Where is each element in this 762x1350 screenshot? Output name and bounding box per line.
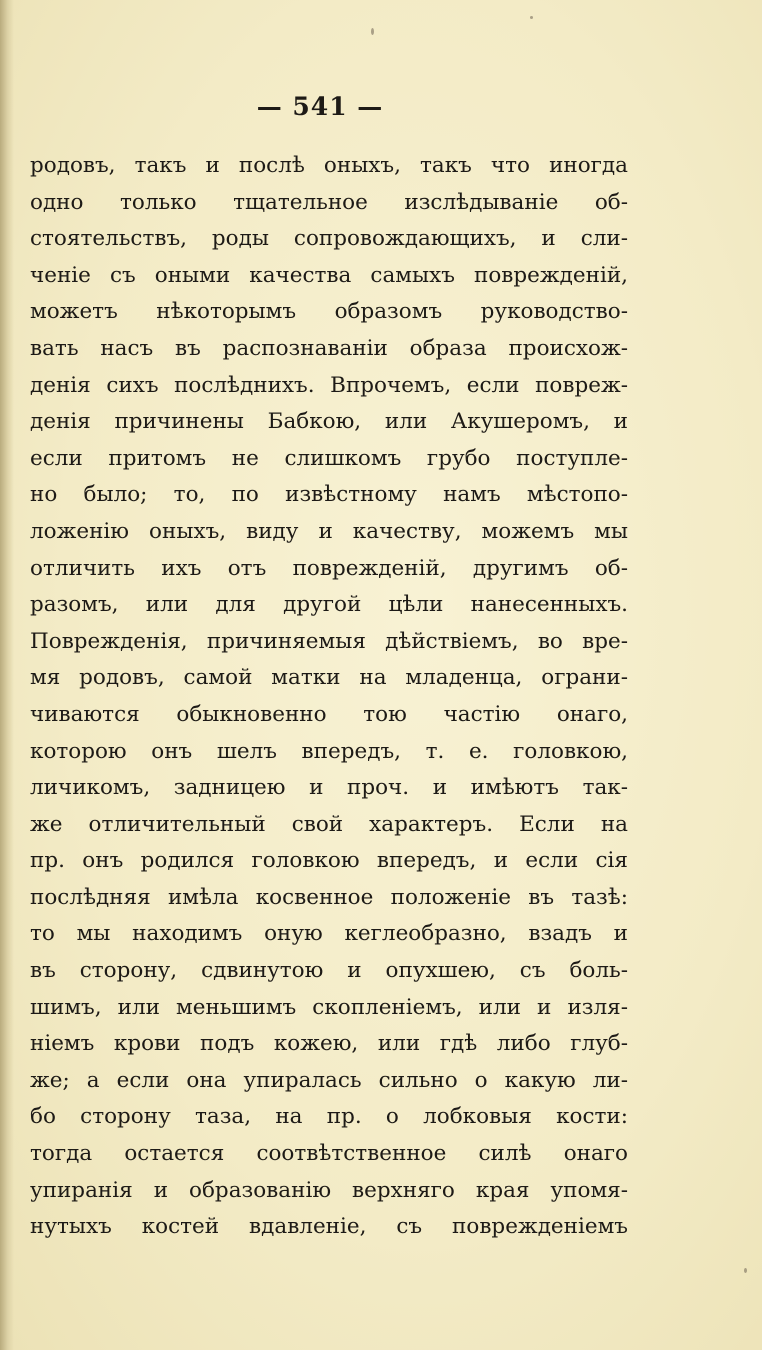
text-line: денія причинены Бабкою, или Акушеромъ, и [30,409,628,435]
text-line: Поврежденія, причиняемыя дѣйствіемъ, во вре- [30,628,628,654]
text-line: мя родовъ, самой матки на младенца, ограни- [30,665,628,691]
text-line: разомъ, или для другой цѣли нанесенныхъ. [30,592,628,618]
text-line: которою онъ шелъ впередъ, т. е. головкою, [30,738,628,764]
text-line: тогда остается соотвѣтственное силѣ онаго [30,1141,628,1167]
text-line: бо сторону таза, на пр. о лобковыя кости: [30,1104,628,1130]
text-line: ніемъ крови подъ кожею, или гдѣ либо глуб- [30,1031,628,1057]
paper-speck [530,16,533,19]
text-line: вать насъ въ распознаваніи образа происхож- [30,335,628,361]
text-line: одно только тщательное изслѣдываніе об- [30,189,628,215]
text-line: же; а если она упиралась сильно о какую ли- [30,1067,628,1093]
page-number: — 541 — [256,92,384,121]
paper-speck [371,28,374,35]
text-line: нутыхъ костей вдавленіе, съ поврежденіемъ [30,1214,628,1240]
text-line: отличить ихъ отъ поврежденій, другимъ об- [30,555,628,581]
page-binding-edge [0,0,14,1350]
text-line: денія сихъ послѣднихъ. Впрочемъ, если повреж- [30,372,628,398]
text-line: упиранія и образованію верхняго края упомя- [30,1177,628,1203]
text-line: можетъ нѣкоторымъ образомъ руководство- [30,299,628,325]
text-line: если притомъ не слишкомъ грубо поступле- [30,445,628,471]
text-line: пр. онъ родился головкою впередъ, и если сія [30,848,628,874]
text-line: чиваются обыкновенно тою частію онаго, [30,701,628,727]
text-line: но было; то, по извѣстному намъ мѣстопо- [30,482,628,508]
text-line: стоятельствъ, роды сопровождающихъ, и сли- [30,226,628,252]
text-line: въ сторону, сдвинутою и опухшею, съ боль- [30,958,628,984]
text-line: ченіе съ оными качества самыхъ поврежденій, [30,262,628,288]
text-line: послѣдняя имѣла косвенное положеніе въ тазѣ: [30,884,628,910]
text-line: ложенію оныхъ, виду и качеству, можемъ мы [30,518,628,544]
text-line: личикомъ, задницею и проч. и имѣютъ так- [30,775,628,801]
text-line: же отличительный свой характеръ. Если на [30,811,628,837]
text-line: родовъ, такъ и послѣ оныхъ, такъ что иногда [30,153,628,178]
body-text [30,148,628,1246]
text-line: то мы находимъ оную кеглеобразно, взадъ и [30,921,628,947]
text-line: шимъ, или меньшимъ скопленіемъ, или и изля- [30,994,628,1020]
paper-speck [744,1268,747,1273]
